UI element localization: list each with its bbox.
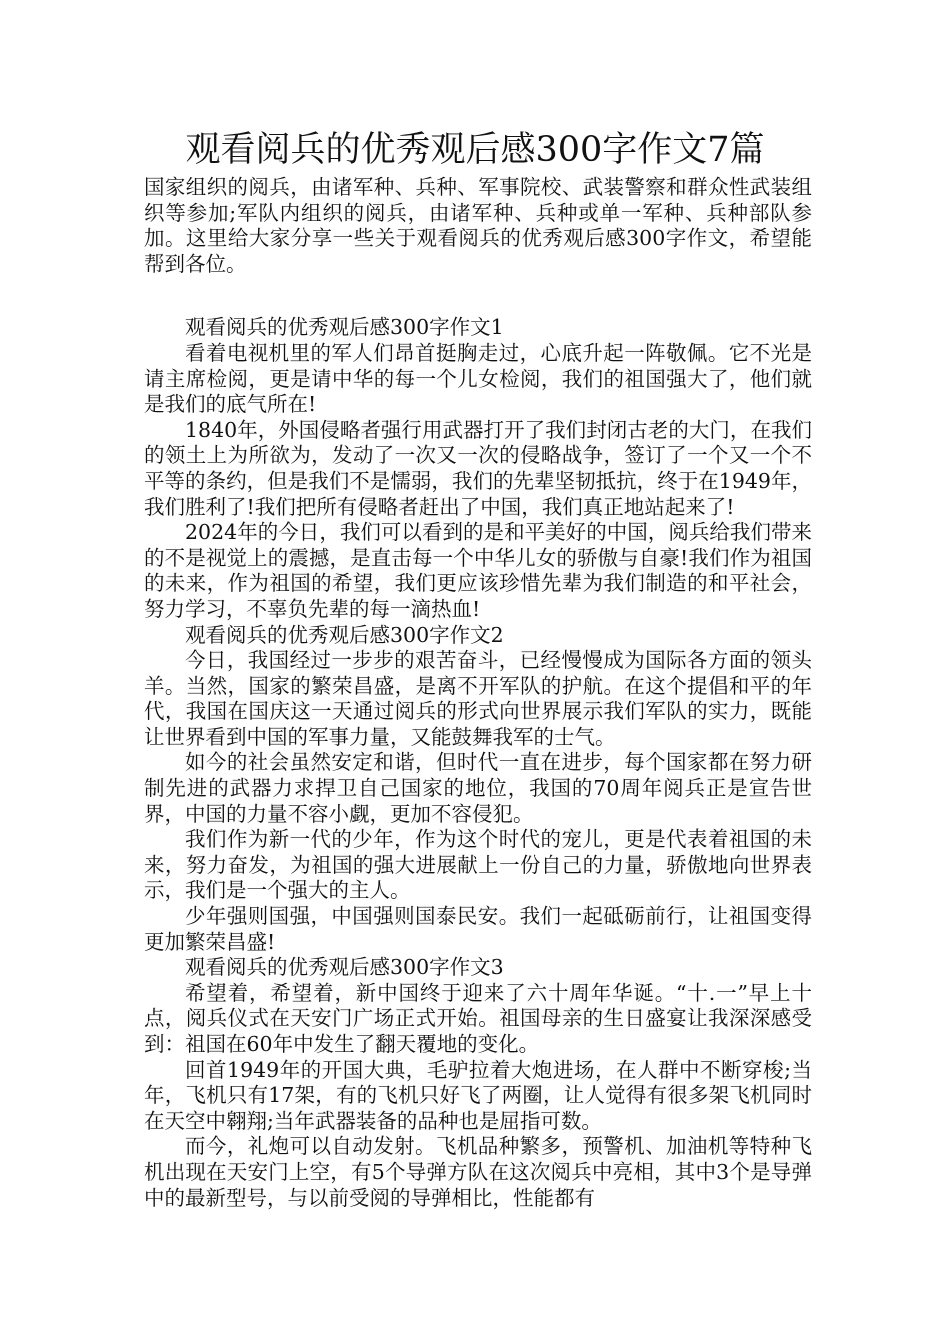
body-paragraph: 2024年的今日，我们可以看到的是和平美好的中国，阅兵给我们带来的不是视觉上的震撼，是直击每一个中华儿女的骄傲与自豪!我们作为祖国的未来，作为祖国的希望，我们更应该珍惜先辈为我们制造的和平社会，努力学习，不辜负先辈的每一滴热血! xyxy=(144,520,812,621)
body-paragraph: 希望着，希望着，新中国终于迎来了六十周年华诞。“十.一”早上十点，阅兵仪式在天安门广场正式开始。祖国母亲的生日盛宴让我深深感受到：祖国在60年中发生了翻天覆地的变化。 xyxy=(144,980,812,1056)
body-paragraph: 今日，我国经过一步步的艰苦奋斗，已经慢慢成为国际各方面的领头羊。当然，国家的繁荣昌盛，是离不开军队的护航。在这个提倡和平的年代，我国在国庆这一天通过阅兵的形式向世界展示我们军队的实力，既能让世界看到中国的军事力量，又能鼓舞我军的士气。 xyxy=(144,648,812,749)
section-heading: 观看阅兵的优秀观后感300字作文2 xyxy=(185,622,504,647)
intro-paragraph: 国家组织的阅兵，由诸军种、兵种、军事院校、武装警察和群众性武装组织等参加;军队内组织的阅兵，由诸军种、兵种或单一军种、兵种部队参加。这里给大家分享一些关于观看阅兵的优秀观后感300字作文，希望能帮到各位。 xyxy=(144,175,812,276)
body-paragraph: 1840年，外国侵略者强行用武器打开了我们封闭古老的大门，在我们的领土上为所欲为，发动了一次又一次的侵略战争，签订了一个又一个不平等的条约，但是我们不是懦弱，我们的先辈坚韧抵抗，终于在1949年，我们胜利了!我们把所有侵略者赶出了中国，我们真正地站起来了! xyxy=(144,417,812,519)
section-heading: 观看阅兵的优秀观后感300字作文1 xyxy=(185,315,504,340)
body-paragraph: 我们作为新一代的少年，作为这个时代的宠儿，更是代表着祖国的未来，努力奋发，为祖国的强大进展献上一份自己的力量，骄傲地向世界表示，我们是一个强大的主人。 xyxy=(144,827,812,903)
body-paragraph: 少年强则国强，中国强则国泰民安。我们一起砥砺前行，让祖国变得更加繁荣昌盛! xyxy=(144,904,812,954)
body-paragraph: 看着电视机里的军人们昂首挺胸走过，心底升起一阵敬佩。它不光是请主席检阅，更是请中华的每一个儿女检阅，我们的祖国强大了，他们就是我们的底气所在! xyxy=(144,340,812,417)
body-paragraph: 回首1949年的开国大典，毛驴拉着大炮进场，在人群中不断穿梭;当年，飞机只有17架，有的飞机只好飞了两圈，让人觉得有很多架飞机同时在天空中翱翔;当年武器装备的品种也是屈指可数。 xyxy=(144,1057,812,1133)
document-body xyxy=(144,175,812,1211)
body-paragraph: 而今，礼炮可以自动发射。飞机品种繁多，预警机、加油机等特种飞机出现在天安门上空，有5个导弹方队在这次阅兵中亮相，其中3个是导弹中的最新型号，与以前受阅的导弹相比，性能都有 xyxy=(144,1134,812,1210)
body-paragraph: 如今的社会虽然安定和谐，但时代一直在进步，每个国家都在努力研制先进的武器力求捍卫自己国家的地位，我国的70周年阅兵正是宣告世界，中国的力量不容小觑，更加不容侵犯。 xyxy=(144,750,812,826)
paragraph-gap xyxy=(144,277,812,315)
document-title: 观看阅兵的优秀观后感300字作文7篇 xyxy=(185,130,765,170)
section-heading: 观看阅兵的优秀观后感300字作文3 xyxy=(185,955,504,980)
